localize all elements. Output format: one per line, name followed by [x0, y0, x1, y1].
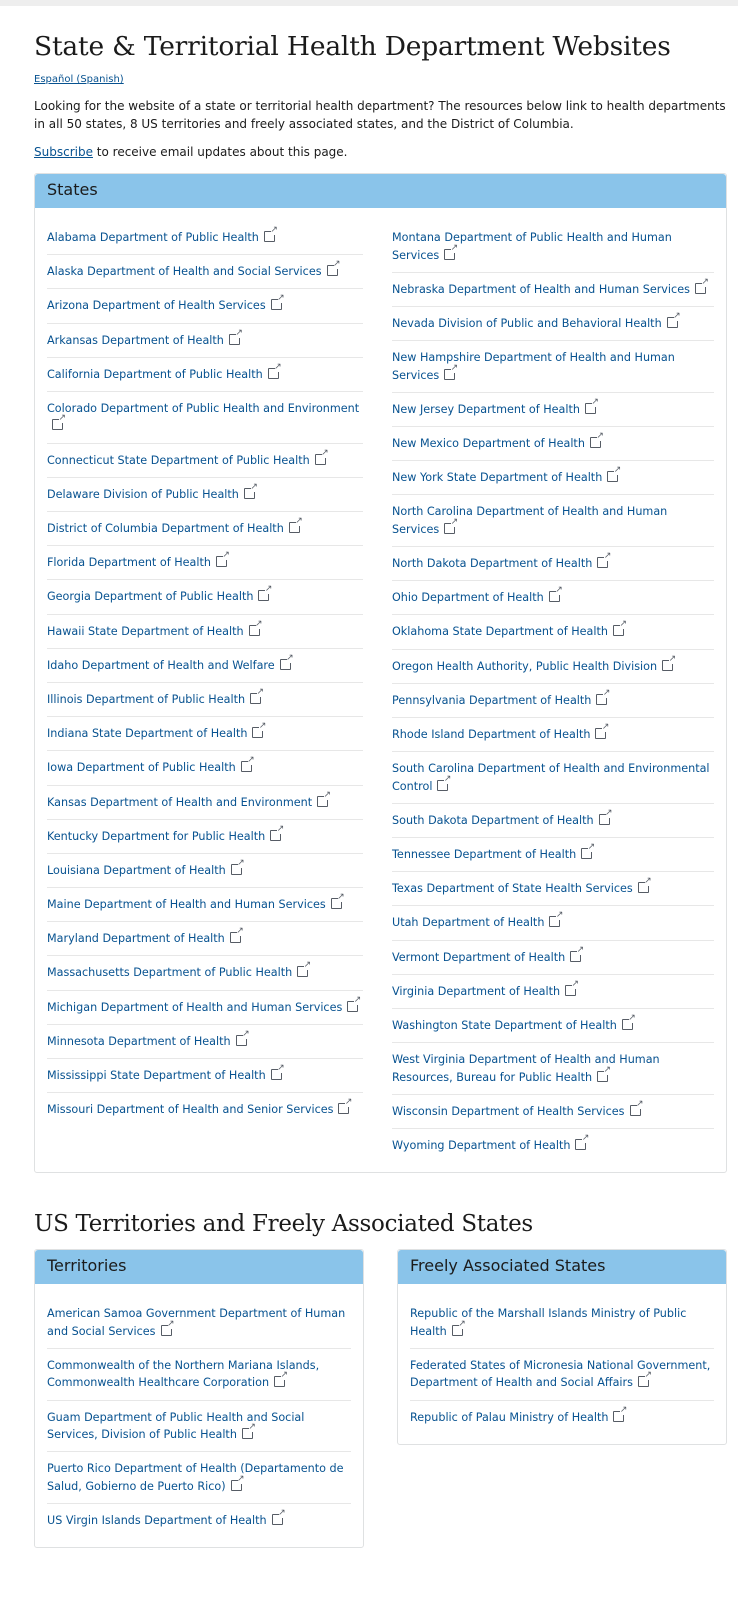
health-department-link[interactable]: Missouri Department of Health and Senior Services	[47, 1103, 334, 1117]
list-item	[410, 1349, 714, 1401]
external-link-icon	[613, 625, 624, 636]
list-item	[47, 255, 363, 289]
list-item	[47, 512, 363, 546]
health-department-link[interactable]: California Department of Public Health	[47, 367, 263, 381]
health-department-link[interactable]: Hawaii State Department of Health	[47, 624, 244, 638]
external-link-icon	[630, 1105, 641, 1116]
list-item	[410, 1297, 714, 1349]
list-item	[392, 273, 714, 307]
list-item	[47, 289, 363, 323]
health-department-link[interactable]: Republic of the Marshall Islands Ministry of Public Health	[410, 1307, 687, 1338]
list-item	[47, 1059, 363, 1093]
freely-associated-card	[397, 1249, 727, 1445]
subscribe-link[interactable]: Subscribe	[34, 145, 93, 159]
external-link-icon	[331, 898, 342, 909]
list-item	[47, 786, 363, 820]
health-department-link[interactable]: Guam Department of Public Health and Social Services, Division of Public Health	[47, 1410, 305, 1442]
health-department-link[interactable]: Utah Department of Health	[392, 916, 545, 930]
intro-paragraph: Looking for the website of a state or territorial health department? The resources below link to health departments in all 50 states, 8 US territories and freely associated states, and the District of Columbia.	[34, 99, 726, 131]
list-item	[410, 1401, 714, 1434]
health-department-link[interactable]: New Hampshire Department of Health and Human Services	[392, 351, 675, 382]
health-department-link[interactable]: Arizona Department of Health Services	[47, 299, 266, 313]
health-department-link[interactable]: Massachusetts Department of Public Health	[47, 966, 293, 980]
states-heading: States	[35, 174, 726, 208]
health-department-link[interactable]: Texas Department of State Health Services	[392, 882, 633, 896]
list-item	[392, 581, 714, 615]
health-department-link[interactable]: Vermont Department of Health	[392, 950, 566, 964]
external-link-icon	[241, 761, 252, 772]
health-department-link[interactable]: New Jersey Department of Health	[392, 402, 580, 416]
list-item	[47, 444, 363, 478]
external-link-icon	[549, 916, 560, 927]
freely-associated-body	[398, 1284, 726, 1444]
external-link-icon	[575, 1139, 586, 1150]
health-department-link[interactable]: Rhode Island Department of Health	[392, 727, 591, 741]
list-item	[47, 820, 363, 854]
external-link-icon	[216, 556, 227, 567]
external-link-icon	[347, 1001, 358, 1012]
external-link-icon	[229, 334, 240, 345]
health-department-link[interactable]: Virginia Department of Health	[392, 984, 561, 998]
health-department-link[interactable]: American Samoa Government Department of Human and Social Services	[47, 1307, 346, 1338]
health-department-link[interactable]: Minnesota Department of Health	[47, 1034, 231, 1048]
external-link-icon	[270, 830, 281, 841]
health-department-link[interactable]: North Dakota Department of Health	[392, 557, 593, 570]
health-department-link[interactable]: Kansas Department of Health and Environment	[47, 795, 313, 809]
health-department-link[interactable]: Maryland Department of Health	[47, 932, 225, 946]
list-item	[392, 872, 714, 906]
external-link-icon	[231, 864, 242, 875]
health-department-link[interactable]: Delaware Division of Public Health	[47, 487, 239, 501]
health-department-link[interactable]: Maine Department of Health and Human Services	[47, 898, 326, 912]
list-item	[47, 478, 363, 512]
external-link-icon	[444, 523, 455, 534]
health-department-link[interactable]: Pennsylvania Department of Health	[392, 693, 592, 707]
external-link-icon	[597, 1071, 608, 1082]
states-left-column	[47, 221, 363, 1162]
external-link-icon	[236, 1035, 247, 1046]
list-item	[47, 392, 363, 444]
health-department-link[interactable]: Iowa Department of Public Health	[47, 761, 236, 775]
list-item	[47, 1401, 351, 1453]
health-department-link[interactable]: Indiana State Department of Health	[47, 727, 248, 741]
external-link-icon	[317, 796, 328, 807]
list-item	[47, 324, 363, 358]
external-link-icon	[268, 368, 279, 379]
external-link-icon	[289, 522, 300, 533]
list-item	[392, 615, 714, 649]
health-department-link[interactable]: Alabama Department of Public Health	[47, 231, 259, 244]
health-department-link[interactable]: Montana Department of Public Health and Human Services	[392, 231, 672, 262]
external-link-icon	[565, 985, 576, 996]
external-link-icon	[230, 932, 241, 943]
list-item	[392, 221, 714, 273]
list-item	[47, 956, 363, 990]
spanish-language-link[interactable]: Español (Spanish)	[34, 74, 124, 85]
list-item	[392, 941, 714, 975]
health-department-link[interactable]: District of Columbia Department of Health	[47, 522, 284, 535]
external-link-icon	[695, 283, 706, 294]
external-link-icon	[280, 659, 291, 670]
external-link-icon	[662, 660, 673, 671]
external-link-icon	[327, 265, 338, 276]
health-department-link[interactable]: Tennessee Department of Health	[392, 848, 577, 861]
list-item	[47, 1025, 363, 1059]
list-item	[47, 751, 363, 785]
states-right-column	[392, 221, 714, 1162]
external-link-icon	[590, 437, 601, 448]
list-item	[47, 888, 363, 922]
external-link-icon	[596, 694, 607, 705]
health-department-link[interactable]: Georgia Department of Public Health	[47, 590, 254, 604]
list-item	[47, 580, 363, 614]
external-link-icon	[599, 814, 610, 825]
external-link-icon	[161, 1325, 172, 1336]
territories-heading: Territories	[35, 1250, 363, 1284]
list-item	[392, 495, 714, 547]
states-card	[34, 173, 727, 1173]
external-link-icon	[338, 1103, 349, 1114]
external-link-icon	[622, 1019, 633, 1030]
health-department-link[interactable]: Florida Department of Health	[47, 556, 211, 570]
external-link-icon	[444, 249, 455, 260]
health-department-link[interactable]: Alaska Department of Health and Social Services	[47, 265, 322, 279]
health-department-link[interactable]: Idaho Department of Health and Welfare	[47, 658, 275, 672]
external-link-icon	[444, 369, 455, 380]
main-content	[34, 6, 727, 1548]
subscribe-text: to receive email updates about this page.	[92, 145, 348, 159]
external-link-icon	[607, 471, 618, 482]
list-item	[47, 991, 363, 1025]
external-link-icon	[585, 403, 596, 414]
list-item	[392, 547, 714, 581]
list-item	[392, 461, 714, 495]
list-item	[47, 922, 363, 956]
list-item	[392, 1129, 714, 1162]
health-department-link[interactable]: Louisiana Department of Health	[47, 863, 226, 877]
health-department-link[interactable]: South Dakota Department of Health	[392, 813, 594, 827]
health-department-link[interactable]: Commonwealth of the Northern Mariana Islands, Commonwealth Healthcare Corporation	[47, 1358, 320, 1390]
list-item	[47, 358, 363, 392]
health-department-link[interactable]: Illinois Department of Public Health	[47, 692, 246, 706]
external-link-icon	[595, 728, 606, 739]
external-link-icon	[249, 625, 260, 636]
states-right-list	[392, 221, 714, 1162]
external-link-icon	[581, 848, 592, 859]
external-link-icon	[274, 1376, 285, 1387]
external-link-icon	[244, 488, 255, 499]
health-department-link[interactable]: Wyoming Department of Health	[392, 1139, 571, 1152]
list-item	[392, 838, 714, 872]
list-item	[392, 684, 714, 718]
list-item	[47, 854, 363, 888]
territories-section-title: US Territories and Freely Associated States	[34, 1211, 533, 1238]
list-item	[47, 546, 363, 580]
page-title: State & Territorial Health Department Websites	[34, 31, 671, 62]
external-link-icon	[437, 780, 448, 791]
list-item	[392, 427, 714, 461]
list-item	[392, 341, 714, 393]
list-item	[47, 1504, 351, 1537]
territories-card	[34, 1249, 364, 1548]
states-left-list	[47, 221, 363, 1126]
health-department-link[interactable]: West Virginia Department of Health and Human Resources, Bureau for Public Health	[392, 1053, 660, 1084]
health-department-link[interactable]: Connecticut State Department of Public Health	[47, 453, 310, 467]
list-item	[47, 649, 363, 683]
health-department-link[interactable]: Wisconsin Department of Health Services	[392, 1104, 625, 1118]
list-item	[47, 683, 363, 717]
external-link-icon	[297, 966, 308, 977]
health-department-link[interactable]: Puerto Rico Department of Health (Departamento de Salud, Gobierno de Puerto Rico)	[47, 1462, 344, 1493]
health-department-link[interactable]: Kentucky Department for Public Health	[47, 829, 266, 843]
freely-associated-heading: Freely Associated States	[398, 1250, 726, 1284]
external-link-icon	[264, 231, 275, 242]
external-link-icon	[272, 1514, 283, 1525]
list-item	[47, 717, 363, 751]
health-department-link[interactable]: South Carolina Department of Health and Environmental Control	[392, 762, 710, 793]
health-department-link[interactable]: Colorado Department of Public Health and Environment	[47, 401, 360, 415]
list-item	[47, 1093, 363, 1126]
health-department-link[interactable]: Arkansas Department of Health	[47, 333, 224, 347]
external-link-icon	[252, 727, 263, 738]
list-item	[47, 1349, 351, 1401]
external-link-icon	[452, 1325, 463, 1336]
external-link-icon	[271, 299, 282, 310]
external-link-icon	[250, 693, 261, 704]
territories-list	[47, 1297, 351, 1537]
list-item	[392, 1043, 714, 1095]
health-department-link[interactable]: New Mexico Department of Health	[392, 436, 585, 450]
external-link-icon	[242, 1428, 253, 1439]
list-item	[392, 1009, 714, 1043]
list-item	[392, 650, 714, 684]
external-link-icon	[258, 590, 269, 601]
health-department-link[interactable]: Ohio Department of Health	[392, 591, 544, 605]
list-item	[47, 1297, 351, 1349]
health-department-link[interactable]: Washington State Department of Health	[392, 1018, 617, 1032]
list-item	[392, 975, 714, 1009]
territories-body	[35, 1284, 363, 1547]
external-link-icon	[570, 951, 581, 962]
list-item	[47, 221, 363, 255]
external-link-icon	[638, 1376, 649, 1387]
health-department-link[interactable]: Mississippi State Department of Health	[47, 1069, 266, 1082]
external-link-icon	[667, 317, 678, 328]
health-department-link[interactable]: Nevada Division of Public and Behavioral Health	[392, 316, 662, 330]
external-link-icon	[549, 591, 560, 602]
health-department-link[interactable]: New York State Department of Health	[392, 471, 603, 485]
external-link-icon	[271, 1069, 282, 1080]
list-item	[392, 752, 714, 804]
external-link-icon	[315, 454, 326, 465]
health-department-link[interactable]: North Carolina Department of Health and Human Services	[392, 505, 668, 536]
list-item	[392, 718, 714, 752]
list-item	[392, 906, 714, 940]
external-link-icon	[597, 557, 608, 568]
health-department-link[interactable]: US Virgin Islands Department of Health	[47, 1513, 267, 1527]
list-item	[392, 1095, 714, 1129]
subscribe-line	[34, 144, 727, 161]
territories-cards	[34, 1249, 727, 1548]
list-item	[47, 615, 363, 649]
health-department-link[interactable]: Michigan Department of Health and Human Services	[47, 1000, 343, 1014]
external-link-icon	[231, 1480, 242, 1491]
health-department-link[interactable]: Nebraska Department of Health and Human Services	[392, 282, 690, 296]
external-link-icon	[52, 419, 63, 430]
list-item	[392, 804, 714, 838]
health-department-link[interactable]: Oklahoma State Department of Health	[392, 625, 608, 639]
health-department-link[interactable]: Oregon Health Authority, Public Health Division	[392, 659, 658, 673]
freely-associated-list	[410, 1297, 714, 1434]
list-item	[392, 393, 714, 427]
health-department-link[interactable]: Republic of Palau Ministry of Health	[410, 1410, 609, 1424]
external-link-icon	[613, 1411, 624, 1422]
health-department-link[interactable]: Federated States of Micronesia National Government, Department of Health and Social Affairs	[410, 1358, 711, 1390]
external-link-icon	[638, 882, 649, 893]
list-item	[47, 1452, 351, 1504]
states-columns	[35, 208, 726, 1172]
list-item	[392, 307, 714, 341]
